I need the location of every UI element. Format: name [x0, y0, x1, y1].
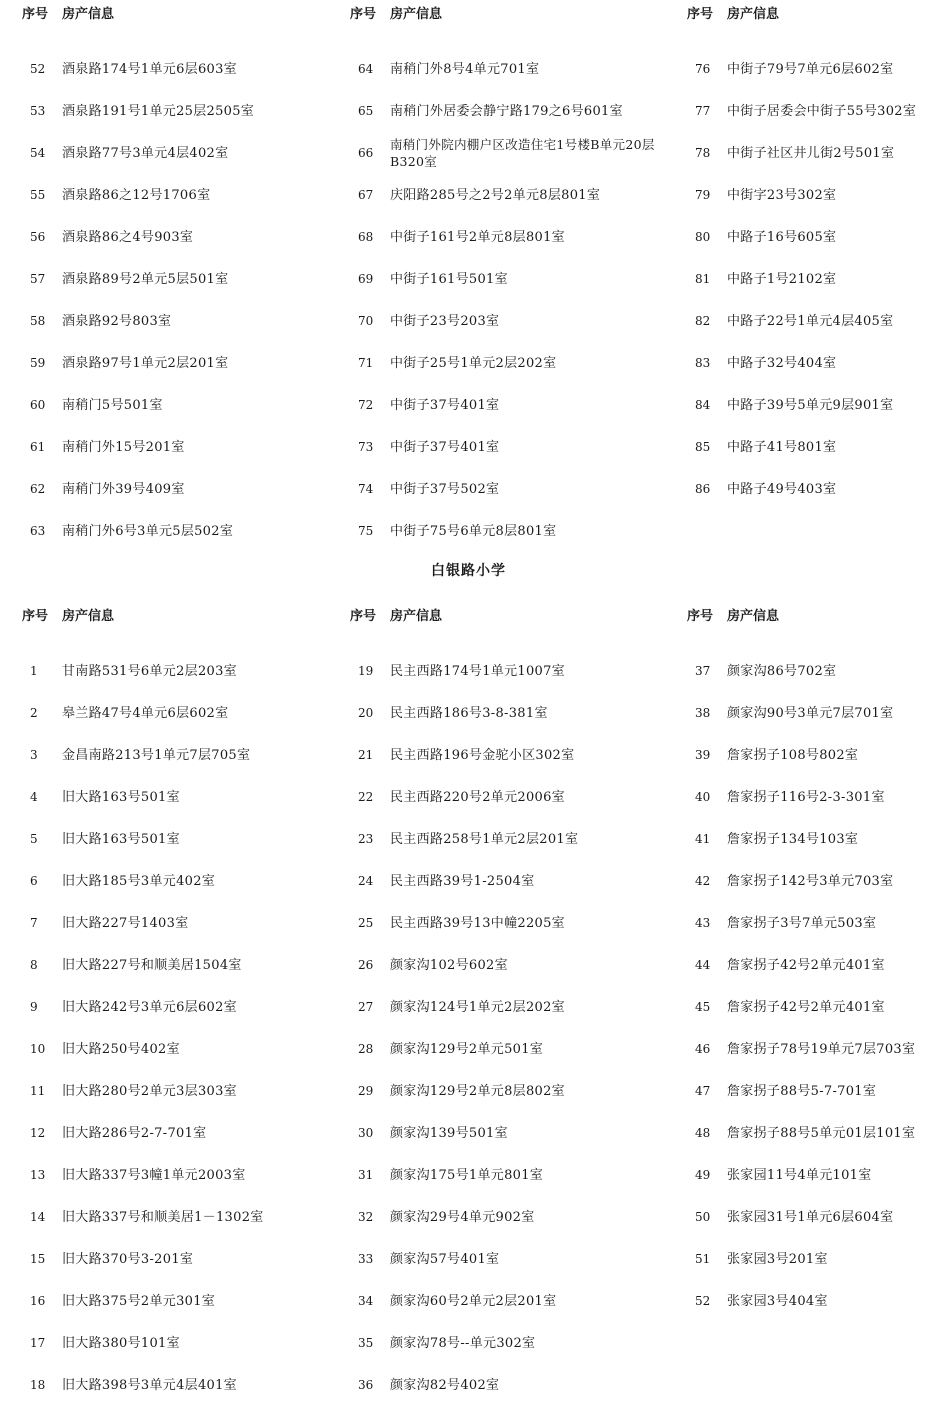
- table-row: [22, 818, 322, 860]
- property-info: 中街子37号502室: [390, 481, 500, 497]
- property-info: 颜家沟129号2单元501室: [390, 1041, 544, 1057]
- table-row: [22, 692, 322, 734]
- row-number: 52: [695, 1294, 711, 1308]
- property-info: 旧大路280号2单元3层303室: [62, 1083, 237, 1099]
- property-info: 詹家拐子88号5-7-701室: [727, 1083, 877, 1099]
- row-number: 9: [30, 1000, 38, 1014]
- property-info: 旧大路375号2单元301室: [62, 1293, 216, 1309]
- property-info: 民主西路186号3-8-381室: [390, 705, 548, 721]
- row-number: 83: [695, 356, 711, 370]
- table-row: [687, 216, 932, 258]
- row-number: 36: [358, 1378, 374, 1392]
- property-info: 中街子161号501室: [390, 271, 508, 287]
- table-row: [687, 944, 932, 986]
- header-seq: 序号: [687, 608, 714, 624]
- row-number: 62: [30, 482, 46, 496]
- row-number: 66: [358, 146, 374, 160]
- property-info: 酒泉路97号1单元2层201室: [62, 355, 229, 371]
- property-info: 旧大路227号和顺美居1504室: [62, 957, 242, 973]
- row-number: 79: [695, 188, 711, 202]
- header-seq: 序号: [22, 6, 49, 22]
- property-info: 民主西路174号1单元1007室: [390, 663, 565, 679]
- property-info: 中街子25号1单元2层202室: [390, 355, 557, 371]
- table-row: [687, 650, 932, 692]
- row-number: 39: [695, 748, 711, 762]
- row-number: 19: [358, 664, 374, 678]
- property-info: 酒泉路86之12号1706室: [62, 187, 211, 203]
- property-info: 张家园31号1单元6层604室: [727, 1209, 894, 1225]
- property-info: 南稍门5号501室: [62, 397, 163, 413]
- property-info: 詹家拐子116号2-3-301室: [727, 789, 885, 805]
- property-info: 颜家沟86号702室: [727, 663, 837, 679]
- property-info: 颜家沟29号4单元902室: [390, 1209, 535, 1225]
- column-header: [687, 590, 932, 638]
- row-number: 12: [30, 1126, 46, 1140]
- header-info: 房产信息: [62, 608, 115, 624]
- property-info: 中路子39号5单元9层901室: [727, 397, 894, 413]
- table-column-1: [22, 0, 322, 552]
- row-number: 11: [30, 1084, 46, 1098]
- row-number: 16: [30, 1294, 46, 1308]
- row-number: 29: [358, 1084, 374, 1098]
- table-row: [687, 1112, 932, 1154]
- table-row: [22, 342, 322, 384]
- row-number: 20: [358, 706, 374, 720]
- row-number: 45: [695, 1000, 711, 1014]
- table-row: [350, 860, 680, 902]
- row-number: 86: [695, 482, 711, 496]
- row-number: 64: [358, 62, 374, 76]
- column-header: [350, 590, 680, 638]
- table-row: [350, 1070, 680, 1112]
- table-row: [22, 1238, 322, 1280]
- header-seq: 序号: [22, 608, 49, 624]
- property-info: 中街子37号401室: [390, 397, 500, 413]
- table-row: [350, 90, 680, 132]
- property-info: 酒泉路86之4号903室: [62, 229, 194, 245]
- row-number: 77: [695, 104, 711, 118]
- table-row: [22, 1196, 322, 1238]
- table-row: [350, 902, 680, 944]
- table-row: [687, 90, 932, 132]
- table-row: [687, 818, 932, 860]
- property-info: 旧大路250号402室: [62, 1041, 180, 1057]
- row-number: 30: [358, 1126, 374, 1140]
- table-row: [22, 734, 322, 776]
- table-row: [687, 1154, 932, 1196]
- row-number: 38: [695, 706, 711, 720]
- table-row: [350, 1364, 680, 1406]
- row-number: 13: [30, 1168, 46, 1182]
- row-number: 67: [358, 188, 374, 202]
- row-number: 60: [30, 398, 46, 412]
- row-number: 55: [30, 188, 46, 202]
- property-info: 詹家拐子134号103室: [727, 831, 859, 847]
- row-number: 63: [30, 524, 46, 538]
- property-info: 南稍门外39号409室: [62, 481, 185, 497]
- table-row: [22, 944, 322, 986]
- property-info: 中路子1号2102室: [727, 271, 837, 287]
- property-info: 旧大路286号2-7-701室: [62, 1125, 207, 1141]
- row-number: 42: [695, 874, 711, 888]
- row-number: 5: [30, 832, 38, 846]
- property-info: 张家园3号201室: [727, 1251, 828, 1267]
- row-number: 32: [358, 1210, 374, 1224]
- row-number: 1: [30, 664, 38, 678]
- row-number: 49: [695, 1168, 711, 1182]
- row-number: 73: [358, 440, 374, 454]
- table-row: [22, 650, 322, 692]
- row-number: 33: [358, 1252, 374, 1266]
- row-number: 26: [358, 958, 374, 972]
- property-info: 旧大路370号3-201室: [62, 1251, 194, 1267]
- property-info: 中路子22号1单元4层405室: [727, 313, 894, 329]
- table-row: [687, 1196, 932, 1238]
- row-number: 47: [695, 1084, 711, 1098]
- property-info: 酒泉路191号1单元25层2505室: [62, 103, 255, 119]
- property-info: 中街子社区井儿街2号501室: [727, 145, 895, 161]
- row-number: 71: [358, 356, 374, 370]
- table-row: [687, 1280, 932, 1322]
- table-row: [22, 132, 322, 174]
- property-info: 中街子161号2单元8层801室: [390, 229, 565, 245]
- row-number: 69: [358, 272, 374, 286]
- row-number: 74: [358, 482, 374, 496]
- property-info: 詹家拐子88号5单元01层101室: [727, 1125, 916, 1141]
- row-number: 48: [695, 1126, 711, 1140]
- row-number: 85: [695, 440, 711, 454]
- property-info: 颜家沟139号501室: [390, 1125, 508, 1141]
- property-info: 中街字23号302室: [727, 187, 837, 203]
- table-row: [22, 1070, 322, 1112]
- row-number: 25: [358, 916, 374, 930]
- row-number: 80: [695, 230, 711, 244]
- property-info: 中路子16号605室: [727, 229, 837, 245]
- table-row: [350, 342, 680, 384]
- property-info: 金昌南路213号1单元7层705室: [62, 747, 251, 763]
- table-row: [350, 510, 680, 552]
- property-info: 张家园3号404室: [727, 1293, 828, 1309]
- row-number: 21: [358, 748, 374, 762]
- table-row: [350, 1154, 680, 1196]
- header-info: 房产信息: [390, 608, 443, 624]
- table-row: [687, 132, 932, 174]
- row-number: 40: [695, 790, 711, 804]
- property-info: 南稍门外院内棚户区改造住宅1号楼B单元20层B320室: [390, 137, 655, 169]
- table-row: [350, 300, 680, 342]
- column-header: [350, 0, 680, 36]
- table-row: [22, 1280, 322, 1322]
- property-info: 颜家沟57号401室: [390, 1251, 500, 1267]
- row-number: 81: [695, 272, 711, 286]
- row-number: 6: [30, 874, 38, 888]
- table-row: [22, 258, 322, 300]
- property-info: 南稍门外8号4单元701室: [390, 61, 540, 77]
- row-number: 7: [30, 916, 38, 930]
- property-info: 旧大路163号501室: [62, 831, 180, 847]
- property-info: 颜家沟78号--单元302室: [390, 1335, 536, 1351]
- table-row: [350, 468, 680, 510]
- row-number: 17: [30, 1336, 46, 1350]
- row-number: 68: [358, 230, 374, 244]
- table-row: [687, 1070, 932, 1112]
- row-number: 59: [30, 356, 46, 370]
- table-row: [22, 468, 322, 510]
- table-row: [22, 300, 322, 342]
- header-info: 房产信息: [727, 608, 780, 624]
- property-info: 詹家拐子42号2单元401室: [727, 957, 885, 973]
- row-number: 43: [695, 916, 711, 930]
- table-row: [350, 650, 680, 692]
- property-info: 詹家拐子142号3单元703室: [727, 873, 894, 889]
- table-row: [22, 1364, 322, 1406]
- property-info: 旧大路380号101室: [62, 1335, 180, 1351]
- table-row: [350, 692, 680, 734]
- table-row: [22, 90, 322, 132]
- property-info: 中街子37号401室: [390, 439, 500, 455]
- property-info: 旧大路242号3单元6层602室: [62, 999, 237, 1015]
- table-row: [22, 1322, 322, 1364]
- property-info: 民主西路220号2单元2006室: [390, 789, 565, 805]
- table-row: [687, 300, 932, 342]
- table-row: [350, 776, 680, 818]
- table-row: [350, 1196, 680, 1238]
- property-info: 张家园11号4单元101室: [727, 1167, 872, 1183]
- table-row: [22, 174, 322, 216]
- property-info: 民主西路39号13中幢2205室: [390, 915, 565, 931]
- row-number: 75: [358, 524, 374, 538]
- table-row: [350, 986, 680, 1028]
- row-number: 52: [30, 62, 46, 76]
- table-row: [350, 216, 680, 258]
- table-row: [687, 1028, 932, 1070]
- property-info: 酒泉路92号803室: [62, 313, 172, 329]
- column-header: [22, 590, 322, 638]
- property-info: 颜家沟129号2单元8层802室: [390, 1083, 565, 1099]
- property-info: 旧大路163号501室: [62, 789, 180, 805]
- table-row: [350, 426, 680, 468]
- school-title: 白银路小学: [431, 563, 506, 579]
- table-row: [350, 384, 680, 426]
- property-info: 庆阳路285号之2号2单元8层801室: [390, 187, 601, 203]
- column-header: [687, 0, 932, 36]
- table-row: [350, 132, 680, 174]
- property-info: 南稍门外6号3单元5层502室: [62, 523, 234, 539]
- table-row: [687, 342, 932, 384]
- row-number: 35: [358, 1336, 374, 1350]
- table-row: [687, 174, 932, 216]
- header-seq: 序号: [350, 6, 377, 22]
- column-header: [22, 0, 322, 36]
- table-row: [22, 510, 322, 552]
- row-number: 15: [30, 1252, 46, 1266]
- row-number: 72: [358, 398, 374, 412]
- row-number: 4: [30, 790, 38, 804]
- row-number: 78: [695, 146, 711, 160]
- table-row: [350, 174, 680, 216]
- table-row: [350, 818, 680, 860]
- property-info: 民主西路39号1-2504室: [390, 873, 535, 889]
- header-seq: 序号: [687, 6, 714, 22]
- row-number: 57: [30, 272, 46, 286]
- table-row: [22, 902, 322, 944]
- table-row: [22, 1028, 322, 1070]
- table-row: [687, 776, 932, 818]
- property-info: 中街子75号6单元8层801室: [390, 523, 557, 539]
- row-number: 61: [30, 440, 46, 454]
- property-info: 南稍门外居委会静宁路179之6号601室: [390, 103, 623, 119]
- property-info: 民主西路196号金驼小区302室: [390, 747, 575, 763]
- property-info: 詹家拐子3号7单元503室: [727, 915, 877, 931]
- property-info: 酒泉路77号3单元4层402室: [62, 145, 229, 161]
- table-row: [22, 860, 322, 902]
- row-number: 70: [358, 314, 374, 328]
- table-column-3: [687, 0, 932, 510]
- row-number: 22: [358, 790, 374, 804]
- table-row: [687, 384, 932, 426]
- property-info: 南稍门外15号201室: [62, 439, 185, 455]
- property-info: 中路子41号801室: [727, 439, 837, 455]
- property-info: 旧大路337号3幢1单元2003室: [62, 1167, 246, 1183]
- header-seq: 序号: [350, 608, 377, 624]
- table-row: [350, 1322, 680, 1364]
- row-number: 58: [30, 314, 46, 328]
- table-row: [350, 48, 680, 90]
- property-info: 中路子32号404室: [727, 355, 837, 371]
- row-number: 84: [695, 398, 711, 412]
- table-row: [22, 384, 322, 426]
- table-row: [687, 48, 932, 90]
- property-info: 颜家沟82号402室: [390, 1377, 500, 1393]
- property-info: 民主西路258号1单元2层201室: [390, 831, 579, 847]
- property-info: 颜家沟90号3单元7层701室: [727, 705, 894, 721]
- table-row: [22, 1154, 322, 1196]
- row-number: 18: [30, 1378, 46, 1392]
- property-info: 酒泉路174号1单元6层603室: [62, 61, 237, 77]
- row-number: 34: [358, 1294, 374, 1308]
- table-row: [687, 986, 932, 1028]
- table-row: [350, 944, 680, 986]
- row-number: 56: [30, 230, 46, 244]
- row-number: 31: [358, 1168, 374, 1182]
- table-row: [22, 1112, 322, 1154]
- property-info: 中街子23号203室: [390, 313, 500, 329]
- row-number: 10: [30, 1042, 46, 1056]
- property-info: 詹家拐子42号2单元401室: [727, 999, 885, 1015]
- row-number: 50: [695, 1210, 711, 1224]
- header-info: 房产信息: [727, 6, 780, 22]
- row-number: 51: [695, 1252, 711, 1266]
- row-number: 76: [695, 62, 711, 76]
- table-column-3: [687, 602, 932, 1322]
- row-number: 2: [30, 706, 38, 720]
- property-info: 中路子49号403室: [727, 481, 837, 497]
- row-number: 28: [358, 1042, 374, 1056]
- row-number: 24: [358, 874, 374, 888]
- table-row: [350, 258, 680, 300]
- table-row: [22, 776, 322, 818]
- row-number: 8: [30, 958, 38, 972]
- row-number: 27: [358, 1000, 374, 1014]
- property-info: 颜家沟124号1单元2层202室: [390, 999, 565, 1015]
- table-row: [687, 468, 932, 510]
- table-row: [350, 1112, 680, 1154]
- row-number: 53: [30, 104, 46, 118]
- property-info: 旧大路185号3单元402室: [62, 873, 216, 889]
- row-number: 41: [695, 832, 711, 846]
- table-row: [22, 216, 322, 258]
- table-row: [687, 860, 932, 902]
- property-info: 旧大路337号和顺美居1－1302室: [62, 1209, 264, 1225]
- table-column-2: [350, 0, 680, 552]
- table-row: [687, 1238, 932, 1280]
- table-row: [687, 426, 932, 468]
- table-row: [350, 1280, 680, 1322]
- property-info: 颜家沟102号602室: [390, 957, 508, 973]
- property-info: 颜家沟175号1单元801室: [390, 1167, 544, 1183]
- table-column-2: [350, 602, 680, 1406]
- table-row: [350, 1028, 680, 1070]
- table-row: [687, 734, 932, 776]
- row-number: 82: [695, 314, 711, 328]
- row-number: 14: [30, 1210, 46, 1224]
- table-row: [687, 692, 932, 734]
- property-info: 颜家沟60号2单元2层201室: [390, 1293, 557, 1309]
- row-number: 44: [695, 958, 711, 972]
- table-row: [22, 986, 322, 1028]
- row-number: 23: [358, 832, 374, 846]
- table-row: [350, 1238, 680, 1280]
- property-info: 旧大路227号1403室: [62, 915, 189, 931]
- property-info: 中街子79号7单元6层602室: [727, 61, 894, 77]
- table-row: [687, 902, 932, 944]
- row-number: 37: [695, 664, 711, 678]
- header-info: 房产信息: [62, 6, 115, 22]
- property-info: 酒泉路89号2单元5层501室: [62, 271, 229, 287]
- table-row: [22, 48, 322, 90]
- property-info: 皋兰路47号4单元6层602室: [62, 705, 229, 721]
- row-number: 54: [30, 146, 46, 160]
- property-info: 旧大路398号3单元4层401室: [62, 1377, 237, 1393]
- table-row: [687, 258, 932, 300]
- property-info: 甘南路531号6单元2层203室: [62, 663, 237, 679]
- row-number: 65: [358, 104, 374, 118]
- table-row: [22, 426, 322, 468]
- property-info: 中街子居委会中街子55号302室: [727, 103, 917, 119]
- table-row: [350, 734, 680, 776]
- row-number: 3: [30, 748, 38, 762]
- property-info: 詹家拐子108号802室: [727, 747, 859, 763]
- row-number: 46: [695, 1042, 711, 1056]
- table-column-1: [22, 602, 322, 1406]
- header-info: 房产信息: [390, 6, 443, 22]
- property-info: 詹家拐子78号19单元7层703室: [727, 1041, 916, 1057]
